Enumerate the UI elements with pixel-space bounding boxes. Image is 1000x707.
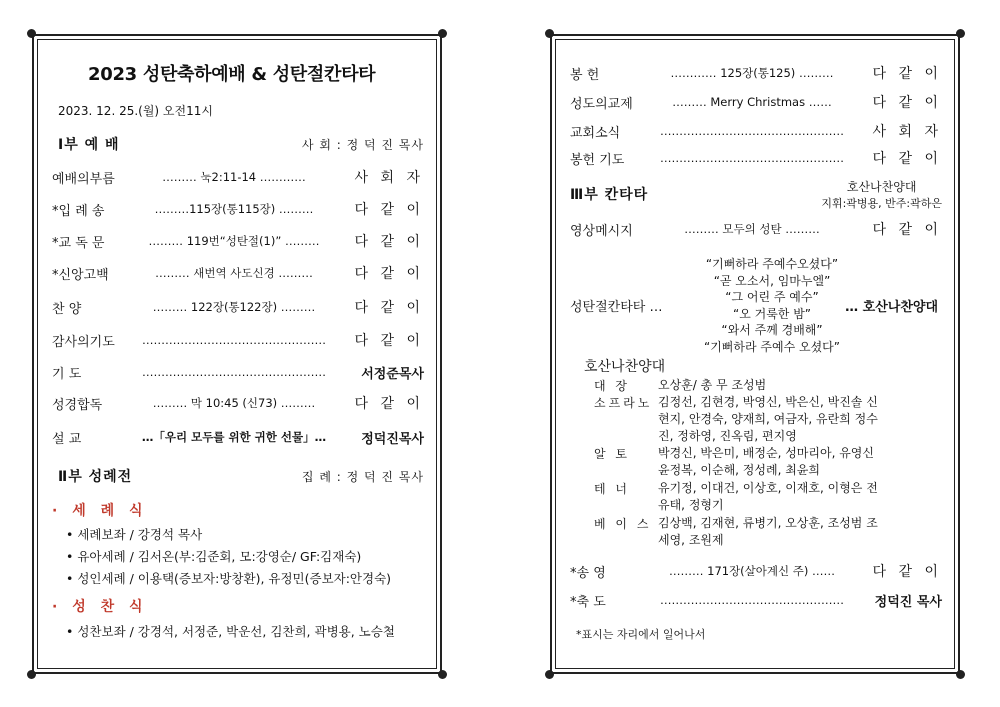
song-title: “그 어린 주 예수” — [725, 290, 819, 304]
part-name: 베 이 스 — [594, 517, 652, 531]
cantata-block — [570, 256, 942, 360]
item-detail: ……… 막 10:45 (신73) ……… — [152, 396, 316, 410]
song-title: “오 거룩한 밤” — [732, 306, 812, 321]
item-label: 기 도 — [52, 366, 82, 382]
item-label: *송 영 — [570, 565, 606, 581]
order-item — [52, 361, 424, 383]
cantata-label: 성탄절칸타타 … — [570, 300, 663, 315]
item-responsible: 다 같 이 — [872, 564, 942, 580]
item-responsible: 다 같 이 — [354, 202, 424, 218]
corner-ornament — [438, 29, 447, 38]
item-label: 설 교 — [52, 431, 82, 447]
corner-ornament — [438, 670, 447, 679]
part2-title: Ⅱ부 성례전 — [58, 469, 133, 485]
item-detail: ………115장(통115장) ……… — [154, 202, 314, 216]
item-responsible: 다 같 이 — [872, 222, 942, 238]
part-members: 김상백, 김재현, 류병기, 오상훈, 조성범 조세영, 조원제 — [658, 516, 878, 547]
baptism-line: • 세례보좌 / 강경석 목사 — [66, 527, 203, 542]
choir-part — [594, 377, 888, 394]
baptism-line: • 유아세례 / 김서온(부:김준회, 모:강영순/ GF:김재숙) — [66, 549, 362, 564]
order-item — [52, 392, 424, 414]
corner-ornament — [27, 670, 36, 679]
item-detail: ………………………………………… — [142, 333, 326, 347]
song-title: “곧 오소서, 임마누엘” — [713, 273, 831, 288]
bulletin-title: 2023 성탄축하예배 & 성탄절칸타타 — [88, 64, 376, 85]
corner-ornament — [956, 29, 965, 38]
part-members: 오상훈/ 총 무 조성범 — [658, 378, 767, 392]
item-responsible: 다 같 이 — [354, 333, 424, 349]
item-detail: ………… 125장(통125) ……… — [670, 66, 834, 80]
item-label: *입 례 송 — [52, 203, 105, 219]
order-item — [570, 91, 942, 113]
item-responsible: 사 회 자 — [872, 124, 942, 140]
item-label: 찬 양 — [52, 301, 82, 317]
item-detail: ……… Merry Christmas …… — [672, 95, 832, 109]
corner-ornament — [545, 29, 554, 38]
eucharist-line: • 성찬보좌 / 강경석, 서정준, 박운선, 김찬희, 곽병용, 노승철 — [66, 624, 395, 639]
eucharist-header: · 성 찬 식 — [52, 599, 148, 615]
item-responsible: 다 같 이 — [872, 95, 942, 111]
order-item — [570, 147, 942, 169]
part-name: 테 너 — [594, 482, 630, 496]
standing-note: *표시는 자리에서 일어나서 — [576, 628, 706, 641]
item-responsible: 다 같 이 — [872, 151, 942, 167]
item-responsible: 정덕진 목사 — [874, 594, 942, 610]
order-item — [570, 589, 942, 611]
item-label: 성도의교제 — [570, 96, 633, 112]
order-item — [570, 218, 942, 240]
part2-leader: 집 례 : 정 덕 진 목사 — [301, 470, 424, 484]
order-item — [52, 329, 424, 351]
cantata-songs — [682, 256, 862, 355]
corner-ornament — [27, 29, 36, 38]
part-name: 알 토 — [594, 447, 630, 461]
part-members: 박경신, 박은미, 배정순, 성마리아, 유영신 윤정복, 이순해, 정성례, 최윤희 — [658, 446, 874, 477]
order-item — [570, 120, 942, 142]
item-detail: ……… 119번“성탄절(1)” ……… — [148, 234, 320, 248]
item-responsible: 정덕진목사 — [361, 431, 424, 447]
item-label: *교 독 문 — [52, 235, 105, 251]
part1-leader: 사 회 : 정 덕 진 목사 — [301, 138, 424, 152]
part-members: 유기정, 이대건, 이상호, 이재호, 이형은 전유태, 정형기 — [658, 481, 878, 512]
choir-part — [594, 480, 888, 514]
order-item — [570, 560, 942, 582]
sermon-title: …「우리 모두를 위한 귀한 선물」… — [141, 430, 327, 444]
part-name: 대 장 — [594, 379, 630, 393]
director-line: 지휘:곽병용, 반주:곽하은 — [821, 197, 942, 210]
item-detail: ……… 눅2:11-14 ………… — [162, 170, 306, 184]
left-bulletin-page — [32, 34, 442, 674]
order-item — [570, 62, 942, 84]
baptism-header: · 세 례 식 — [52, 503, 148, 519]
item-detail: ………………………………………… — [660, 593, 844, 607]
part-members: 김정선, 김현경, 박영신, 박은신, 박진솔 신현지, 안경숙, 양재희, 여금자, 유란희 정수진, 정하영, 진옥림, 편지영 — [658, 395, 878, 443]
part1-title: Ⅰ부 예 배 — [58, 137, 120, 153]
order-item — [52, 262, 424, 284]
item-responsible: 다 같 이 — [354, 266, 424, 282]
item-label: 봉헌 기도 — [570, 152, 625, 168]
item-label: 감사의기도 — [52, 334, 115, 350]
choir-name: 호산나찬양대 — [846, 180, 917, 194]
item-responsible: 다 같 이 — [354, 396, 424, 412]
order-item — [52, 296, 424, 318]
item-label: 예배의부름 — [52, 171, 115, 187]
item-detail: ……… 122장(통122장) ……… — [152, 300, 316, 314]
item-detail: ……… 171장(살아계신 주) …… — [668, 564, 836, 578]
part3-credits — [821, 178, 942, 211]
choir-part — [594, 515, 888, 549]
right-bulletin-page — [550, 34, 960, 674]
item-detail: ………………………………………… — [660, 151, 844, 165]
order-item — [52, 230, 424, 252]
item-responsible: 다 같 이 — [354, 300, 424, 316]
item-label: *축 도 — [570, 594, 606, 610]
item-responsible: 사 회 자 — [354, 170, 424, 186]
item-detail: ……… 새번역 사도신경 ……… — [155, 266, 313, 280]
baptism-line: • 성인세례 / 이용택(증보자:방창환), 유정민(증보자:안경숙) — [66, 571, 392, 586]
service-date: 2023. 12. 25.(월) 오전11시 — [58, 104, 213, 118]
choir-roster-title: 호산나찬양대 — [584, 359, 666, 375]
item-label: 성경합독 — [52, 397, 103, 413]
song-title: “기뻐하라 주예수오셨다” — [705, 257, 839, 271]
corner-ornament — [956, 670, 965, 679]
item-detail: ……… 모두의 성탄 ……… — [684, 222, 820, 236]
order-item — [52, 198, 424, 220]
choir-part — [594, 394, 888, 444]
order-item — [52, 166, 424, 188]
item-detail: ………………………………………… — [142, 365, 326, 379]
item-responsible: 다 같 이 — [872, 66, 942, 82]
item-responsible: 다 같 이 — [354, 234, 424, 250]
order-item — [52, 426, 424, 448]
part-name: 소프라노 — [594, 396, 653, 410]
corner-ornament — [545, 670, 554, 679]
item-label: *신앙고백 — [52, 267, 109, 283]
item-detail: ………………………………………… — [660, 124, 844, 138]
song-title: “와서 주께 경배해” — [721, 323, 823, 337]
part3-title: Ⅲ부 칸타타 — [570, 187, 649, 203]
choir-part — [594, 445, 888, 479]
item-responsible: 서정준목사 — [361, 366, 424, 382]
item-label: 봉 헌 — [570, 67, 600, 83]
item-label: 교회소식 — [570, 125, 621, 141]
cantata-choir: … 호산나찬양대 — [845, 300, 938, 315]
item-label: 영상메시지 — [570, 223, 633, 239]
song-title: “기뻐하라 주예수 오셨다” — [704, 339, 840, 354]
